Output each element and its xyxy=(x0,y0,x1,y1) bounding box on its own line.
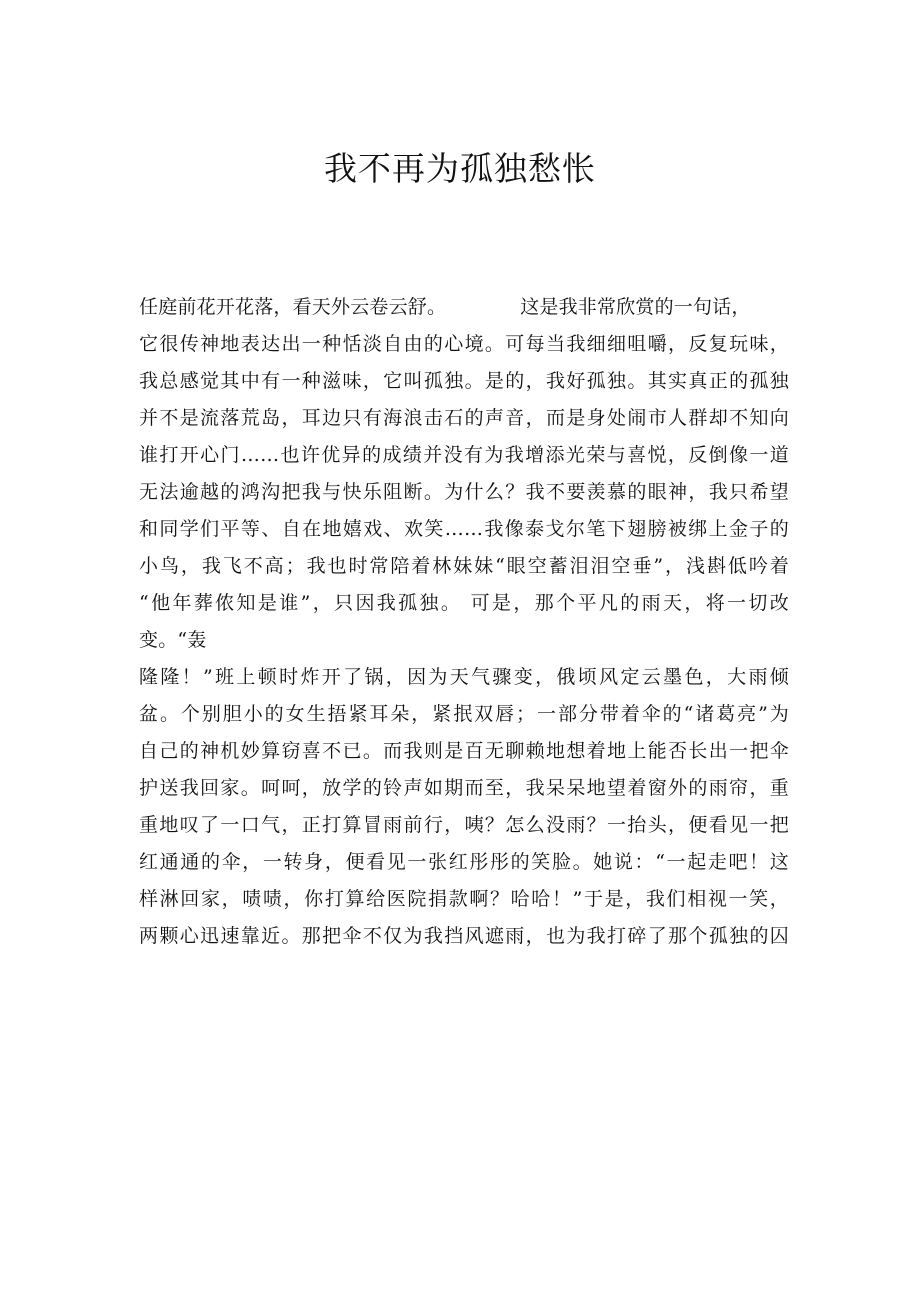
essay-line-3: 我总感觉其中有一种滋味，它叫孤独。是的，我好孤独。其实真正的孤独 xyxy=(139,370,789,392)
essay-line-9: “他年葬侬知是谁”，只因我孤独。 可是，那个平凡的雨天，将一切改 xyxy=(139,592,789,614)
essay-line-7: 和同学们平等、自在地嬉戏、欢笑……我像泰戈尔笔下翅膀被绑上金子的 xyxy=(139,518,789,540)
essay-line-10: 变。“轰 xyxy=(139,629,207,651)
essay-line-18: 两颗心迅速靠近。那把伞不仅为我挡风遮雨，也为我打碎了那个孤独的囚 xyxy=(139,925,789,947)
essay-line-11: 隆隆！”班上顿时炸开了锅，因为天气骤变，俄顷风定云墨色，大雨倾 xyxy=(139,666,789,688)
essay-line-13: 自己的神机妙算窃喜不已。而我则是百无聊赖地想着地上能否长出一把伞 xyxy=(139,740,789,762)
essay-body xyxy=(139,289,789,955)
essay-line-5: 谁打开心门……也许优异的成绩并没有为我增添光荣与喜悦，反倒像一道 xyxy=(139,444,789,466)
opening-comment: 这是我非常欣赏的一句话， xyxy=(520,296,751,318)
essay-line-17: 样淋回家，啧啧，你打算给医院捐款啊？哈哈！”于是，我们相视一笑， xyxy=(139,888,789,910)
essay-line-6: 无法逾越的鸿沟把我与快乐阻断。为什么？我不要羡慕的眼神，我只希望 xyxy=(139,481,789,503)
essay-line-4: 并不是流落荒岛，耳边只有海浪击石的声音，而是身处闹市人群却不知向 xyxy=(139,407,789,429)
essay-line-12: 盆。个别胆小的女生捂紧耳朵，紧抿双唇；一部分带着伞的“诸葛亮”为 xyxy=(139,703,789,725)
opening-quote: 任庭前花开花落，看天外云卷云舒。 xyxy=(139,296,447,318)
essay-line-16: 红通通的伞，一转身，便看见一张红彤彤的笑脸。她说：“一起走吧！这 xyxy=(139,851,789,873)
document-title: 我不再为孤独愁怅 xyxy=(324,149,596,188)
essay-line-15: 重地叹了一口气，正打算冒雨前行，咦？怎么没雨？一抬头，便看见一把 xyxy=(139,814,789,836)
essay-line-1 xyxy=(139,289,789,326)
essay-line-8: 小鸟，我飞不高；我也时常陪着林妹妹“眼空蓄泪泪空垂”，浅斟低吟着 xyxy=(139,555,789,577)
essay-line-2: 它很传神地表达出一种恬淡自由的心境。可每当我细细咀嚼，反复玩味， xyxy=(139,333,789,355)
essay-line-14: 护送我回家。呵呵，放学的铃声如期而至，我呆呆地望着窗外的雨帘，重 xyxy=(139,777,789,799)
